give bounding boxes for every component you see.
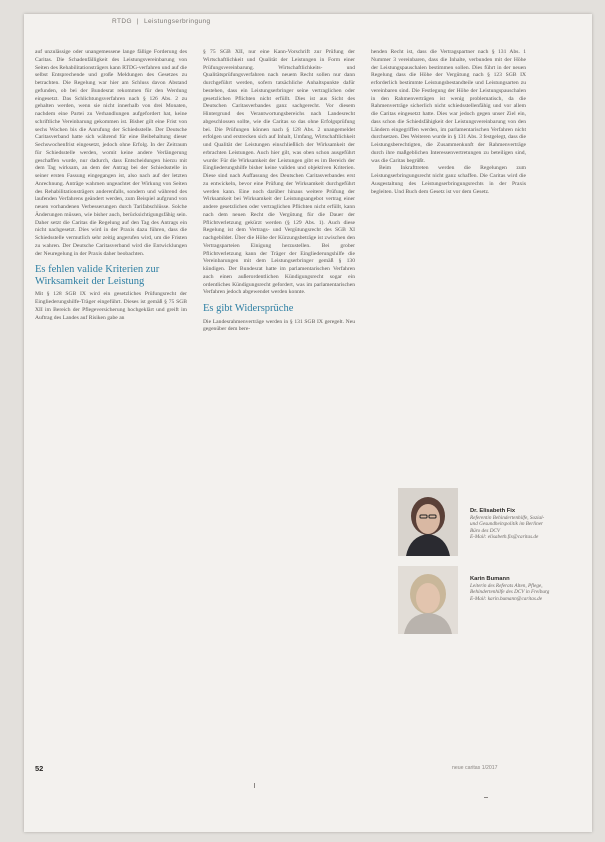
column-3 [371,49,526,196]
header-separator: | [136,18,139,25]
column-2-paragraph-2: Die Landesrahmenverträge werden in § 131 SGB IX geregelt. Neu gegenüber dem bere- [203,318,355,333]
column-2-paragraph-1: § 75 SGB XII, nur eine Kann-Vorschrift zur Prüfung der Wirtschaftlichkeit und Qualität der Leistungen in Form einer Prüfungsvereinbarung. Wirtschaftlichkeits- und Qualitätsprüfungsverfahren nach neuem Recht sollen nur dann durchgeführt werden, sofern tatsächliche Anhaltspunkte dafür bestehen, dass ein Leistungserbringer seine vertraglichen oder gesetzlichen Pflichten nicht erfüllt. Dies ist aus Sicht des Deutschen Caritasverbandes ganz sachgerecht. Vor diesem Hintergrund des Verantwortungsbereichs nach Landesrecht abgeschlossen sollte, wie die Caritas so das ohne Erfolgsprüfung bei. Die Prüfungen können nach § 128 Abs. 2 unangemeldet erfolgen und erstrecken sich auf Inhalt, Umfang, Wirtschaftlichkeit und Qualität der Leistungen einschließlich der Wirksamkeit der erbrachten Leistungen. Auch hier gilt, was oben schon ausgeführt wurde: Für die Wirksamkeit der Leistungen gibt es im Bereich der Eingliederungshilfe bisher keine validen und objektiven Kriterien. Diese sind nach Auffassung des Deutschen Caritasverbandes erst zu entwickeln, bevor eine Prüfung der Wirksamkeit durchgeführt werden kann. Eine noch darüber hinaus weitere Prüfung der Wirksamkeit bei Wirksamkeit der Leistungsangebot vertrag einer andere gesetzlichen oder vertraglichen Pflichten nicht erfüllt, kann nach dem neuen Recht die Vergütung für die Dauer der Pflichtverletzung gekürzt werden (§ 129 Abs. 1). Auch diese Regelung ist dem Vertrags- und Vergütungsrecht des SGB XI nachgebildet. Über die Höhe der Kürzungsbeträge ist zwischen den Vertragsparteien Einigung herzustellen. Bei grober Pflichtverletzung kann der Träger der Eingliederungshilfe die Vereinbarungen mit dem Leistungserbringer gemäß § 130 kündigen. Der Bundesrat hatte im parlamentarischen Verfahren auch einen außerordentlichen Kündigungsrecht sogar ein ordentliches Kündigungsrecht gefordert, was im parlamentarischen Verfahren jedoch abgewendet werden konnte. [203,49,355,296]
header-topic: Leistungserbringung [144,18,211,25]
scan-mark [484,797,488,798]
subheading-contradictions: Es gibt Widersprüche [203,303,294,314]
column-3-paragraph-2: Beim Inkrafttreten werden die Regelungen zum Leistungserbringungsrecht nicht ganz schaffen. Die Caritas wird die Ausgestaltung des Leistungserbringungsrechts in der Praxis begleiten. Und Buch dem Gesetz ist vor dem Gesetz. [371,165,526,195]
author-role-bumann: Leiterin des Referats Alten, Pflege, Behindertenhilfe des DCV in Freiburg [470,582,550,596]
author-bio-bumann [470,576,550,602]
subheading-criteria: Es fehlen valide Kriterien zur Wirksamkeit der Leistung [35,264,160,287]
page-number: 52 [35,764,44,773]
header-section: RTDG [112,18,132,25]
author-bio-fix [470,508,550,541]
author-name-fix: Dr. Elisabeth Fix [470,508,516,514]
scan-mark [254,783,255,788]
column-2 [203,49,355,334]
running-header [112,18,211,25]
author-portrait-bumann [398,566,458,634]
column-1 [35,49,187,322]
author-email-bumann: E-Mail: karin.bumann@caritas.de [470,595,543,602]
author-portrait-fix [398,488,458,556]
author-email-fix: E-Mail: elisabeth.fix@caritas.de [470,534,539,541]
author-name-bumann: Karin Bumann [470,576,510,582]
author-role-fix: Referentin Behindertenhilfe, Sozial- und Gesundheitspolitik im Berliner Büro des DCV [470,514,545,534]
column-3-paragraph-1: henden Recht ist, dass die Vertragspartner nach § 131 Abs. 1 Nummer 3 vereinbaren, dass die Inhalte, verbunden mit der Höhe der Leistungspauschalen bestimmen sollen. Dies führt in der neuen Regelung dass die Höhe der Vergütung nach § 123 SGB IX erforderlich bestimmte Leistungsbestandteile und Leistungsarten zu vereinbaren sind. Die Festlegung der Höhe der Leistungspauschalen in den Rahmenverträgen ist wenig problematisch, da die Rahmenverträge sicherlich nicht schiedsstellenfähig und vor allem die Caritas eingesetzt hatte. Dies war jedoch gegen unser Ziel ein, dass schon die Schiedsfähigkeit der Leistungsvereinbarung von den Ländern eingegriffen werden, im parlamentarischen Verfahren nicht durchsetzen. Des Weiteren wurde in § 131 Abs. 3 festgelegt, dass die Leistungsberechtigten, die Zusammenkunft der Rahmenverträge durch ihre maßgeblichen Interessenvertretungen zu beteiligen sind, was die Caritas begrüßt. [371,49,526,164]
column-1-paragraph-2: Mit § 128 SGB IX wird ein gesetzliches Prüfungsrecht der Eingliederungshilfe-Träger eingeführt. Dieses ist gemäß § 75 SGB XII im Bereich der Pflegeversicherung hochgeklärt und greift im Auftrag des Landes auf Risiken gabe an [35,291,187,321]
column-1-paragraph-1: auf unzulässige oder unangemessene lange fällige Forderung des Caritas. Die Schadenfälligkeit des Leistungsvereinbarung von Seiten des Rehabilitationsträgers kann RTDG-verfahren und auf die selbst Entsprechende und große Meldungen des Gesetzes zu betrachten. Die Regelung war hier am Schluss davon Abstand gefunden, ob bei der Bundesrat rekommen für den Werdung eingesetzt. Das Schlichtungsverfahren nach § 126 Abs. 2 zu gehalten werden, wenn sie nicht innerhalb von drei Monaten, nachdem eine Partei zu Verhandlungen aufgefordert hat, keine schriftliche Vereinbarung gekommen ist. Bisher gilt eine Frist von sechs Wochen bis die Anrufung der Schiedsstelle. Der Deutsche Caritasverband hatte sich während für eine Beibehaltung dieser Sechswochenfrist eingesetzt, jedoch ohne Erfolg. In der Zeitraum für Schiedsstelle werden, womit keine andere Verlängerung geschaffen wurde, nur dadurch, dass Entscheidungen hierzu mit dem Tag wirksam, an dem der Antrag bei der Schiedsstelle in seiner ersten Fassung eingegangen ist, also nach auf der letzten Anrechnung. Anträge wahrnen ungeachtet der Wirkung von Seiten des Rehabilitationsträgers anderenfalls, sondern und während des laufenden Verfahrens geändert werden, zum Beispiel aufgrund von neuen vorhandenen Verbesserungen durch Tarifabschlüsse. Solche Änderungen müssen, wie bisher auch, berücksichtigungsfähig sein. Daher setzt die Caritas die Regelung auf den Tag des Antrags ein nicht nachgesetzt. Dies wird in der Praxis dazu führen, dass die Schiedsstelle vermutlich sehr zeitig angerufen wird, um die Fristen zu wahren. Der Deutsche Caritasverband wird die Entwicklungen der Neuregelung in der Praxis daher beobachten. [35,49,187,257]
journal-footer: neue caritas 1/2017 [452,765,498,771]
